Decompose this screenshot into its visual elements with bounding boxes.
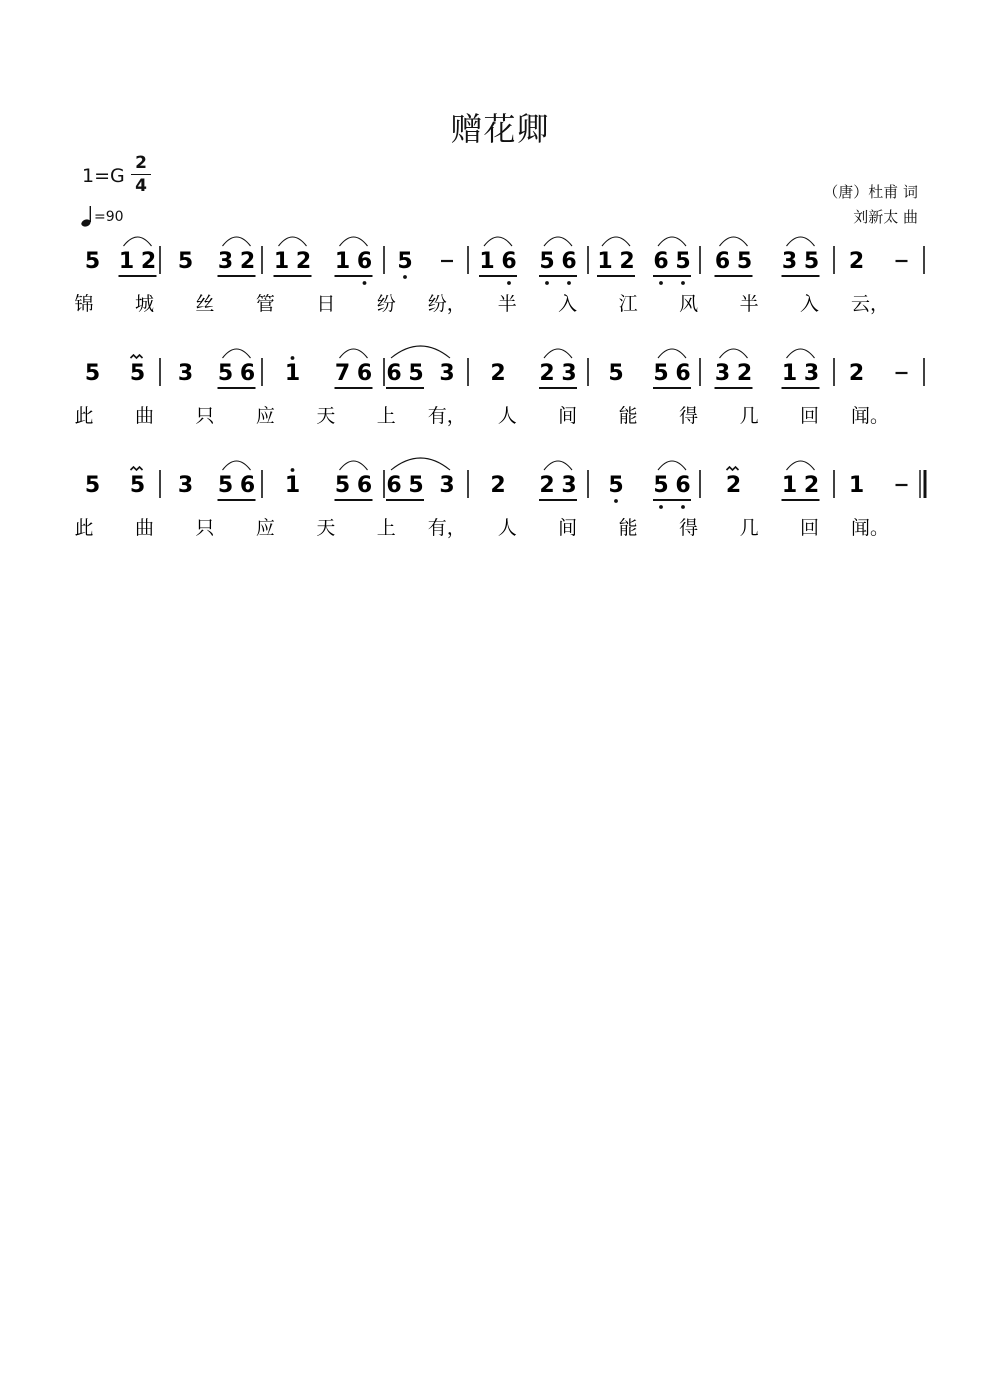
lower-octave-dot	[403, 275, 407, 279]
measure	[490, 461, 577, 500]
slur-arc	[787, 349, 815, 358]
measure	[849, 473, 908, 498]
lyric-syllable: 间	[558, 517, 578, 539]
slur-arc	[544, 349, 572, 358]
note: 5	[397, 249, 413, 274]
note: 6	[239, 473, 256, 498]
lyric-syllable: 此	[74, 405, 94, 427]
slur-arc	[223, 237, 251, 246]
note: 6	[386, 361, 402, 386]
lyric-syllable: 间	[558, 405, 578, 427]
lyric-syllable: 入	[800, 293, 820, 315]
note: 5	[334, 473, 351, 498]
slur-arc	[340, 349, 368, 358]
note: 5	[608, 473, 624, 498]
slur-arc	[658, 461, 686, 470]
measure	[715, 237, 820, 276]
note: 1	[781, 361, 798, 386]
slur-arc	[787, 237, 815, 246]
note: 3	[177, 473, 194, 498]
slur-arc	[223, 461, 251, 470]
lyric-syllable: 能	[618, 517, 638, 539]
lyric-syllable: 曲	[134, 405, 154, 427]
lyric-syllable: 应	[255, 405, 275, 427]
lyric-syllable: 人	[497, 517, 517, 539]
slur-arc	[658, 237, 686, 246]
note: 5	[653, 473, 669, 498]
note: 5	[408, 361, 424, 386]
lyric-syllable: 应	[255, 517, 275, 539]
song-title: 赠花卿	[450, 110, 550, 148]
lyric-syllable: 几	[739, 517, 759, 539]
note: 2	[725, 473, 742, 498]
measure	[85, 355, 145, 386]
note: 1	[597, 249, 613, 274]
lyricist-credit: （唐）杜甫 词	[823, 183, 918, 201]
lyrics-line	[74, 293, 889, 315]
note: 5	[177, 249, 194, 274]
composer-credit: 刘新太 曲	[853, 208, 918, 226]
note: 2	[848, 249, 865, 274]
note: 2	[619, 249, 635, 274]
tempo-value: =90	[94, 209, 124, 225]
lyric-syllable: 城	[134, 293, 154, 315]
system-1	[74, 237, 924, 315]
note: 1	[118, 249, 135, 274]
note: 2	[295, 249, 312, 274]
lyric-syllable: 此	[74, 517, 94, 539]
note: 6	[653, 249, 669, 274]
system-2	[74, 346, 924, 427]
note: 2	[490, 361, 506, 386]
note: 3	[439, 361, 455, 386]
slur-arc	[544, 461, 572, 470]
note: 6	[675, 361, 691, 386]
slur-arc	[658, 349, 686, 358]
note: 6	[561, 249, 577, 274]
note: 2	[803, 473, 820, 498]
note: 3	[439, 473, 455, 498]
note: 5	[129, 361, 146, 386]
slur-arc	[602, 237, 630, 246]
slur-arc	[279, 237, 307, 246]
note: 2	[539, 473, 555, 498]
lyric-syllable: 纷	[376, 293, 396, 315]
note: 6	[239, 361, 256, 386]
lower-octave-dot	[545, 281, 549, 285]
mordent-ornament	[131, 467, 143, 470]
lyrics-line	[74, 517, 889, 539]
note: 1	[284, 473, 301, 498]
lyric-syllable: 江	[618, 293, 638, 315]
note: 5	[129, 473, 146, 498]
key-signature: 1=G	[82, 165, 125, 187]
measure	[397, 249, 453, 279]
lyric-syllable: 上	[376, 517, 396, 539]
lyric-syllable: 有，	[427, 405, 466, 427]
measure	[386, 346, 455, 388]
note: 1	[781, 473, 798, 498]
lyric-syllable: 能	[618, 405, 638, 427]
note: 6	[714, 249, 731, 274]
note: 6	[675, 473, 691, 498]
note: 1	[848, 473, 865, 498]
lyric-syllable: 闻。	[850, 405, 890, 427]
note: 2	[539, 361, 555, 386]
system-3	[74, 458, 925, 539]
note: 1	[284, 361, 301, 386]
measure	[85, 467, 145, 498]
measure	[726, 461, 820, 500]
lyric-syllable: 半	[739, 293, 759, 315]
note: 5	[217, 361, 234, 386]
lyrics-line	[74, 405, 889, 427]
time-signature-top: 2	[135, 153, 147, 173]
lyric-syllable: 云，	[850, 293, 890, 315]
note: 1	[479, 249, 495, 274]
note: 3	[714, 361, 731, 386]
measure	[479, 237, 577, 285]
lyric-syllable: 纷，	[427, 293, 466, 315]
slur-arc	[391, 346, 450, 358]
lyric-syllable: 得	[679, 517, 699, 539]
measure	[597, 237, 691, 285]
note: 5	[84, 473, 101, 498]
note: 3	[561, 361, 577, 386]
note: 6	[386, 473, 402, 498]
measure	[608, 349, 691, 388]
note: 2	[736, 361, 753, 386]
lyric-syllable: 几	[739, 405, 759, 427]
measure	[285, 461, 373, 500]
note: 6	[356, 473, 373, 498]
lyric-syllable: 只	[195, 405, 215, 427]
note: 3	[561, 473, 577, 498]
lower-octave-dot	[681, 281, 685, 285]
lyric-syllable: 人	[497, 405, 517, 427]
lyric-syllable: 锦	[74, 293, 94, 315]
note: 5	[736, 249, 753, 274]
lyric-syllable: 回	[800, 517, 820, 539]
note: 3	[217, 249, 234, 274]
lyric-syllable: 有，	[427, 517, 466, 539]
slur-arc	[544, 237, 572, 246]
slur-arc	[340, 461, 368, 470]
measure	[285, 349, 373, 388]
note: 5	[803, 249, 820, 274]
lower-octave-dot	[681, 505, 685, 509]
note: 5	[539, 249, 555, 274]
measure	[608, 461, 691, 509]
mordent-ornament	[727, 467, 739, 470]
measure	[178, 349, 256, 388]
lyric-syllable: 天	[316, 405, 336, 427]
slur-arc	[787, 461, 815, 470]
slur-arc	[720, 237, 748, 246]
note: 5	[84, 249, 101, 274]
measure	[178, 237, 256, 276]
note: 5	[217, 473, 234, 498]
note: 2	[848, 361, 865, 386]
lyric-syllable: 得	[679, 405, 699, 427]
measure	[849, 361, 908, 386]
measure	[274, 237, 373, 285]
note: 5	[408, 473, 424, 498]
note: 5	[608, 361, 624, 386]
note: 7	[334, 361, 351, 386]
lyric-syllable: 闻。	[850, 517, 890, 539]
upper-octave-dot	[291, 356, 295, 360]
lower-octave-dot	[659, 281, 663, 285]
mordent-ornament	[131, 355, 143, 358]
slur-arc	[391, 458, 450, 470]
note: 6	[501, 249, 517, 274]
lyric-syllable: 回	[800, 405, 820, 427]
slur-arc	[340, 237, 368, 246]
lower-octave-dot	[614, 499, 618, 503]
slur-arc	[720, 349, 748, 358]
note: 3	[803, 361, 820, 386]
note: 6	[356, 361, 373, 386]
lyric-syllable: 天	[316, 517, 336, 539]
note: 5	[84, 361, 101, 386]
note: 5	[653, 361, 669, 386]
measure	[490, 349, 577, 388]
lyric-syllable: 只	[195, 517, 215, 539]
lower-octave-dot	[567, 281, 571, 285]
lyric-syllable: 上	[376, 405, 396, 427]
note: 5	[675, 249, 691, 274]
measure	[715, 349, 820, 388]
measure	[85, 237, 157, 276]
lyric-syllable: 风	[679, 293, 699, 315]
upper-octave-dot	[291, 468, 295, 472]
lyric-syllable: 管	[255, 293, 275, 315]
note: 3	[781, 249, 798, 274]
note: 1	[273, 249, 290, 274]
lower-octave-dot	[659, 505, 663, 509]
slur-arc	[124, 237, 152, 246]
lower-octave-dot	[363, 281, 367, 285]
note: 2	[239, 249, 256, 274]
time-signature-bottom: 4	[135, 176, 147, 196]
lyric-syllable: 丝	[195, 293, 215, 315]
slur-arc	[484, 237, 512, 246]
lyric-syllable: 日	[316, 293, 336, 315]
measure	[178, 461, 256, 500]
lower-octave-dot	[507, 281, 511, 285]
measure	[386, 458, 455, 500]
lyric-syllable: 半	[497, 293, 517, 315]
lyric-syllable: 入	[558, 293, 578, 315]
measure	[849, 249, 908, 274]
slur-arc	[223, 349, 251, 358]
lyric-syllable: 曲	[134, 517, 154, 539]
note: 2	[490, 473, 506, 498]
note: 1	[334, 249, 351, 274]
note: 2	[140, 249, 157, 274]
note: 3	[177, 361, 194, 386]
note: 6	[356, 249, 373, 274]
